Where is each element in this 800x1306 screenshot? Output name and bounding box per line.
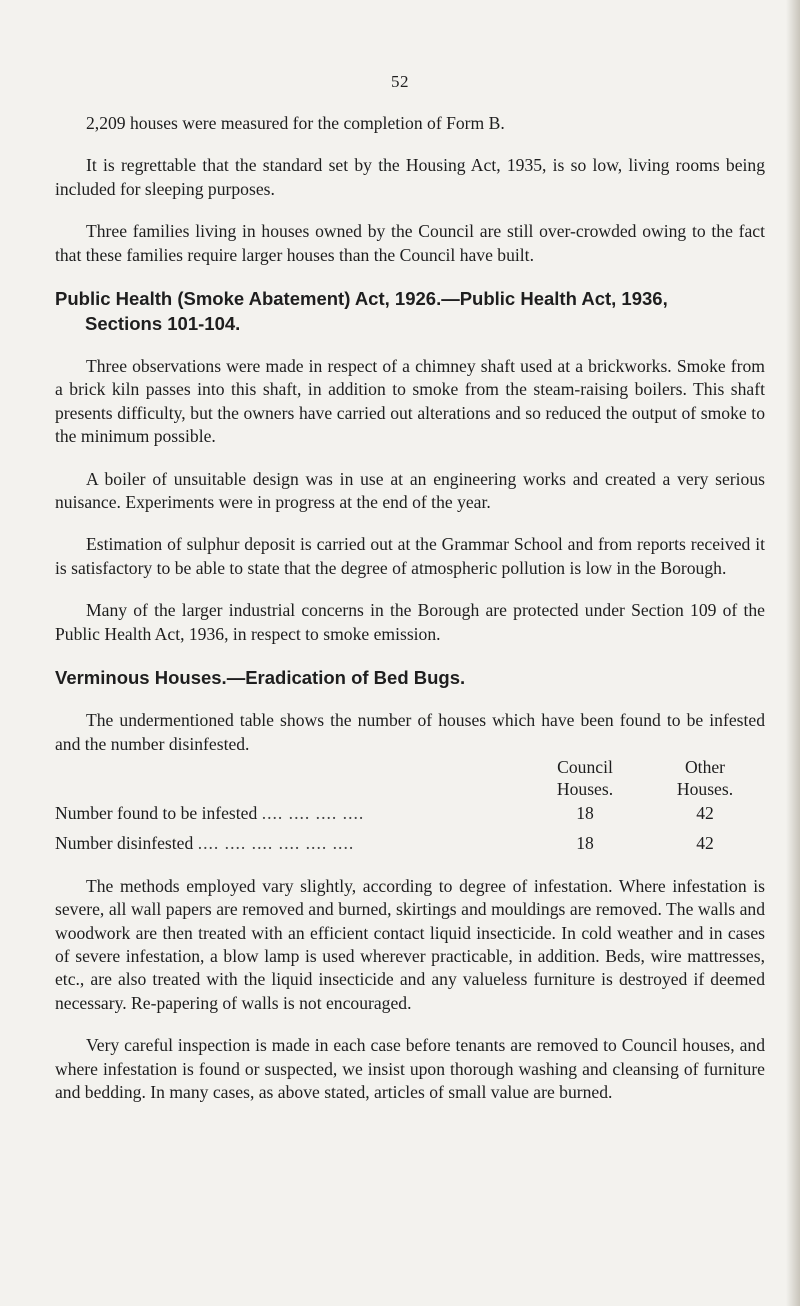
column-header-other-line2: Houses.: [676, 778, 734, 799]
paragraph-sulphur-deposit: Estimation of sulphur deposit is carried out at the Grammar School and from reports received it is satisfactory to be able to state that the degree of atmospheric pollution is low in the Borough.: [55, 534, 765, 578]
paragraph-methods: The methods employed vary slightly, according to degree of infestation. Where infestation is severe, all wall papers are removed and burned, skirtings and mouldings are removed. The walls and woodwork are then treated with an efficient contact liquid insecticide. In cold weather and in cases of severe infestation, a blow lamp is used wherever practicable, in addition. Beds, wire mattresses, etc., are also treated with the liquid insecticide and any valueless furniture is destroyed if deemed necessary. Re-papering of walls is not encouraged.: [55, 875, 765, 1013]
table-row: [55, 825, 765, 855]
table-row: [55, 800, 765, 825]
cell-other-disinfested: 42: [696, 833, 714, 854]
table-header-row-2: [55, 778, 765, 800]
leader-dots: .... .... .... ....: [261, 802, 365, 823]
paragraph-overcrowded-families: Three families living in houses owned by the Council are still over-crowded owing to the fact that these families require larger houses than the Council have built.: [55, 221, 765, 265]
page-body: [55, 112, 765, 1104]
paragraph-chimney-shaft: Three observations were made in respect of a chimney shaft used at a brickworks. Smoke from a brick kiln passes into this shaft, in addition to smoke from the steam-raising boilers. This shaft presents difficulty, but the owners have carried out alterations and so reduced the output of smoke to the minimum possible.: [55, 356, 765, 447]
paragraph-housing-standard: It is regrettable that the standard set by the Housing Act, 1935, is so low, living rooms being included for sleeping purposes.: [55, 155, 765, 199]
column-header-council: Council: [557, 756, 613, 777]
paragraph-boiler-nuisance: A boiler of unsuitable design was in use at an engineering works and created a very serious nuisance. Experiments were in progress at the end of the year.: [55, 468, 765, 513]
page-number: 52: [391, 72, 409, 91]
row-label: Number disinfested .... .... .... .... .... ....: [55, 833, 355, 854]
infestation-table: [55, 756, 765, 856]
heading-verminous-houses: Verminous Houses.—Eradication of Bed Bugs.: [55, 667, 466, 689]
heading-smoke-line1: Public Health (Smoke Abatement) Act, 1926.—Public Health Act, 1936,: [55, 288, 668, 310]
cell-council-disinfested: 18: [576, 833, 594, 854]
heading-smoke-abatement: [55, 286, 765, 336]
row-label: Number found to be infested .... .... .... ....: [55, 802, 365, 823]
paragraph-inspection: Very careful inspection is made in each case before tenants are removed to Council houses, and where infestation is found or suspected, we insist upon thorough washing and cleansing of furniture and bedding. In many cases, as above stated, articles of small value are burned.: [55, 1035, 765, 1102]
paragraph-table-intro: The undermentioned table shows the number of houses which have been found to be infested and the number disinfested.: [55, 710, 765, 754]
paragraph-industrial-concerns: Many of the larger industrial concerns in the Borough are protected under Section 109 of the Public Health Act, 1936, in respect to smoke emission.: [55, 600, 765, 644]
column-header-council-line2: Houses.: [556, 778, 614, 799]
table-header-row: [55, 756, 765, 778]
page-edge-shadow: [786, 0, 800, 1306]
paragraph-forms-measured: 2,209 houses were measured for the completion of Form B.: [86, 113, 505, 133]
cell-other-infested: 42: [696, 802, 714, 823]
column-header-other: Other: [684, 756, 726, 777]
leader-dots: .... .... .... .... .... ....: [197, 833, 355, 854]
heading-smoke-line2: Sections 101-104.: [85, 313, 241, 335]
cell-council-infested: 18: [576, 802, 594, 823]
